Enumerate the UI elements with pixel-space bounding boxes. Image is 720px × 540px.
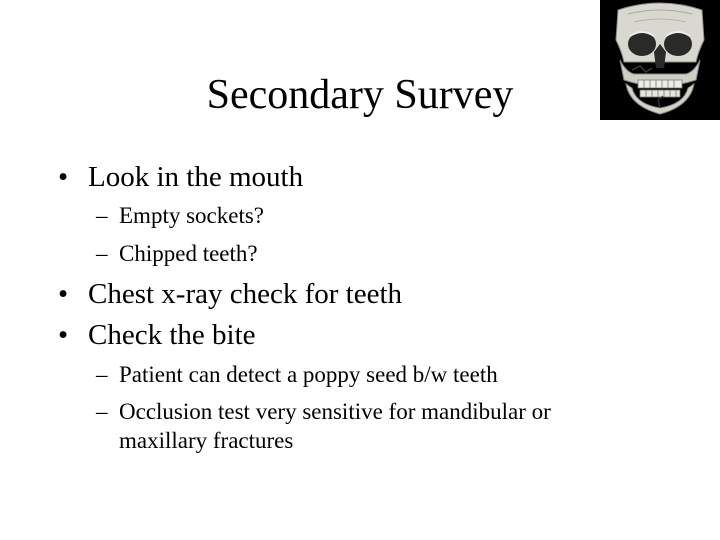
dash-icon: – [96, 241, 108, 266]
sub-bullet-text: Patient can detect a poppy seed b/w teeth [119, 362, 498, 387]
dash-icon: – [96, 399, 108, 424]
sub-bullet-text: Occlusion test very sensitive for mandibular or [119, 399, 551, 424]
bullet-text: Look in the mouth [88, 161, 304, 193]
sub-bullet-text: Empty sockets? [119, 203, 264, 228]
bullet-icon: • [58, 319, 69, 351]
sub-bullet-text: maxillary fractures [119, 428, 294, 453]
slide-title: Secondary Survey [206, 72, 514, 118]
dash-icon: – [96, 203, 108, 228]
bullet-icon: • [58, 278, 69, 310]
dash-icon: – [96, 362, 108, 387]
bullet-text: Chest x-ray check for teeth [88, 278, 403, 310]
sub-bullet-text: Chipped teeth? [119, 241, 258, 266]
bullet-text: Check the bite [88, 319, 256, 351]
bullet-icon: • [58, 161, 69, 193]
